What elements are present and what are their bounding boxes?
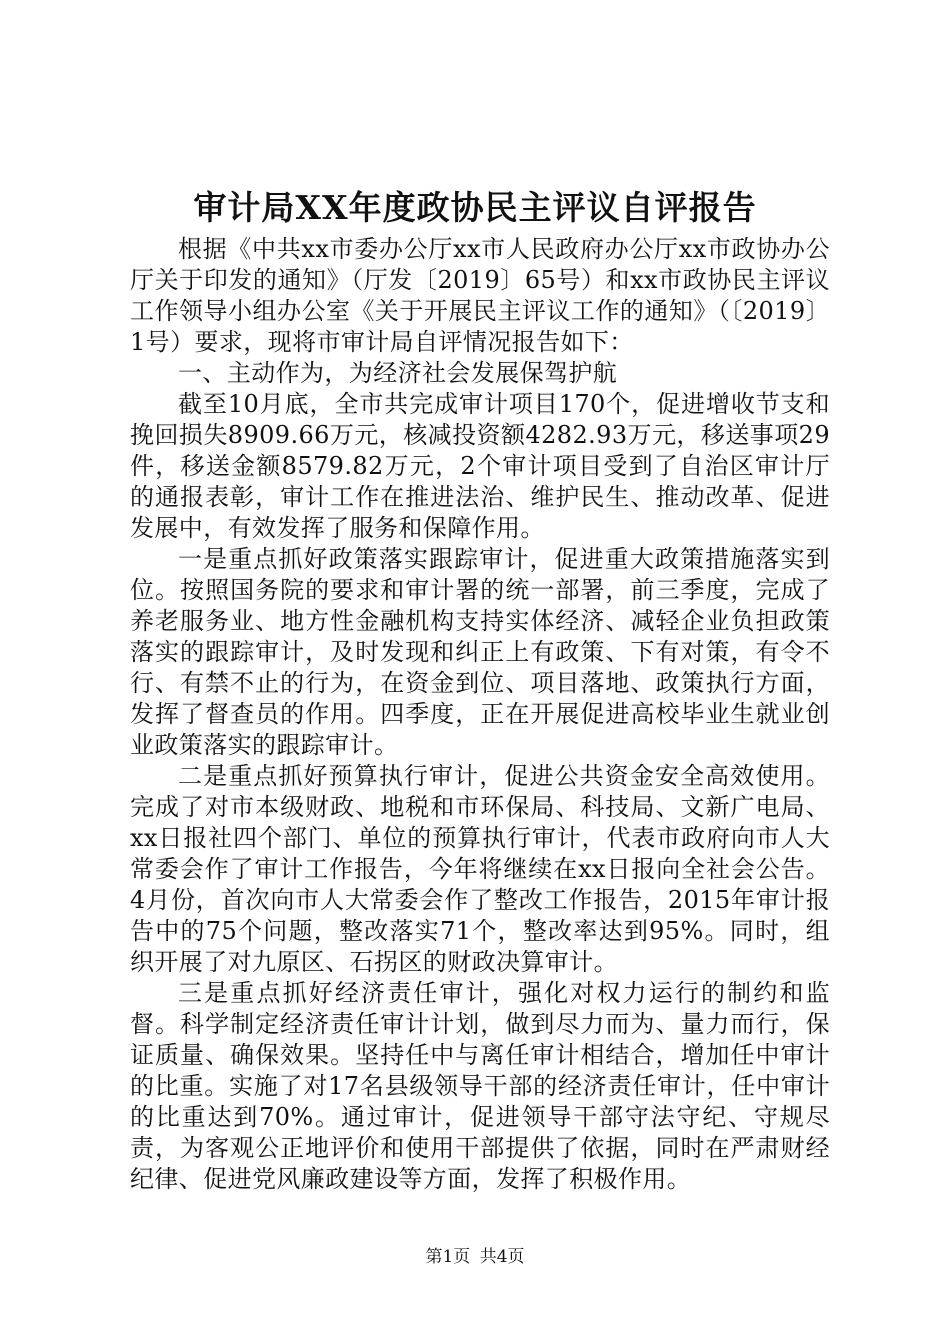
paragraph-policy-audit: 一是重点抓好政策落实跟踪审计，促进重大政策措施落实到位。按照国务院的要求和审计署的统一部署，前三季度，完成了养老服务业、地方性金融机构支持实体经济、减轻企业负担政策落实的跟踪审计，及时发现和纠正上有政策、下有对策，有令不行、有禁不止的行为，在资金到位、项目落地、政策执行方面，发挥了督查员的作用。四季度，正在开展促进高校毕业生就业创业政策落实的跟踪审计。 bbox=[130, 545, 830, 759]
paragraph-budget-audit: 二是重点抓好预算执行审计，促进公共资金安全高效使用。完成了对市本级财政、地税和市环保局、科技局、文新广电局、xx日报社四个部门、单位的预算执行审计，代表市政府向市人大常委会作了审计工作报告，今年将继续在xx日报向全社会公告。4月份，首次向市人大常委会作了整改工作报告，2015年审计报告中的75个问题，整改落实71个，整改率达到95%。同时，组织开展了对九原区、石拐区的财政决算审计。 bbox=[130, 762, 830, 976]
section-heading-1: 一、主动作为，为经济社会发展保驾护航 bbox=[178, 359, 618, 387]
document-title: 审计局XX年度政协民主评议自评报告 bbox=[193, 188, 757, 227]
page-total: 共4页 bbox=[479, 1247, 525, 1267]
page-number: 第1页 bbox=[425, 1247, 471, 1267]
paragraph-summary: 截至10月底，全市共完成审计项目170个，促进增收节支和挽回损失8909.66万元，核减投资额4282.93万元，移送事项29件，移送金额8579.82万元，2个审计项目受到了自治区审计厅的通报表彰，审计工作在推进法治、维护民生、推动改革、促进发展中，有效发挥了服务和保障作用。 bbox=[130, 390, 830, 542]
paragraph-economic-responsibility-audit: 三是重点抓好经济责任审计，强化对权力运行的制约和监督。科学制定经济责任审计计划，做到尽力而为、量力而行，保证质量、确保效果。坚持任中与离任审计相结合，增加任中审计的比重。实施了对17名县级领导干部的经济责任审计，任中审计的比重达到70%。通过审计，促进领导干部守法守纪、守规尽责，为客观公正地评价和使用干部提供了依据，同时在严肃财经纪律、促进党风廉政建设等方面，发挥了积极作用。 bbox=[130, 979, 830, 1193]
page-footer bbox=[0, 1242, 950, 1267]
paragraph-intro: 根据《中共xx市委办公厅xx市人民政府办公厅xx市政协办公厅关于印发的通知》（厅发〔2019〕65号）和xx市政协民主评议工作领导小组办公室《关于开展民主评议工作的通知》（〔2019〕1号）要求，现将市审计局自评情况报告如下： bbox=[130, 235, 830, 356]
document-body bbox=[130, 234, 830, 1195]
